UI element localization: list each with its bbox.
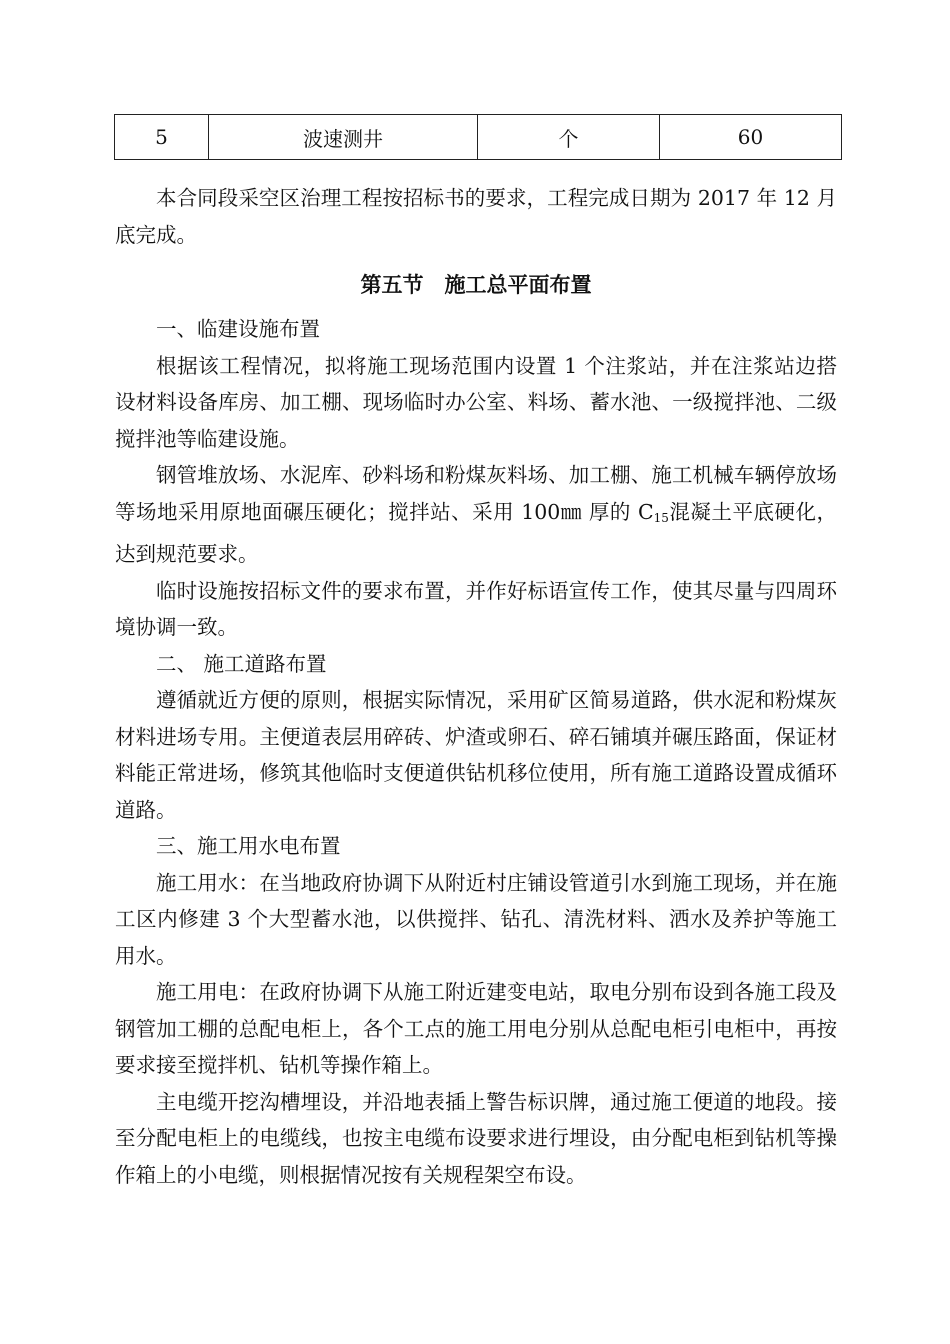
paragraph-roads: 遵循就近方便的原则，根据实际情况，采用矿区简易道路，供水泥和粉煤灰材料进场专用。主便道表层用碎砖、炉渣或卵石、碎石铺填并碾压路面，保证材料能正常进场，修筑其他临时支便道供钻机移位使用，所有施工道路设置成循环道路。 (115, 688, 837, 822)
table-row (115, 115, 842, 160)
paragraph-power: 施工用电：在政府协调下从施工附近建变电站，取电分别布设到各施工段及钢管加工棚的总配电柜上，各个工点的施工用电分别从总配电柜引电柜中，再按要求接至搅拌机、钻机等操作箱上。 (115, 980, 837, 1077)
paragraph-ground-hardening (115, 457, 837, 573)
document-body (115, 180, 837, 1193)
concrete-grade-subscript: 15 (653, 510, 669, 525)
table-cell-unit: 个 (478, 115, 660, 160)
table-cell-number: 5 (115, 115, 209, 160)
paragraph-cables: 主电缆开挖沟槽埋设，并沿地表插上警告标识牌，通过施工便道的地段。接至分配电柜上的电缆线，也按主电缆布设要求进行埋设，由分配电柜到钻机等操作箱上的小电缆，则根据情况按有关规程架空布设。 (115, 1089, 837, 1187)
paragraph-water: 施工用水：在当地政府协调下从附近村庄铺设管道引水到施工现场，并在施工区内修建 3 个大型蓄水池，以供搅拌、钻孔、清洗材料、洒水及养护等施工用水。 (115, 870, 837, 968)
table-cell-quantity: 60 (660, 115, 842, 160)
subheading-temporary-facilities: 一、临建设施布置 (156, 317, 320, 341)
quantity-table (114, 114, 842, 160)
paragraph-facilities-setup: 根据该工程情况，拟将施工现场范围内设置 1 个注浆站，并在注浆站边搭设材料设备库房、加工棚、现场临时办公室、料场、蓄水池、一级搅拌池、二级搅拌池等临建设施。 (115, 353, 837, 451)
paragraph-signage: 临时设施按招标文件的要求布置，并作好标语宣传工作，使其尽量与四周环境协调一致。 (115, 578, 837, 639)
paragraph-text: 钢管堆放场、水泥库、砂料场和粉煤灰料场、加工棚、施工机械车辆停放场等场地采用原地面碾压硬化；搅拌站、采用 100㎜ 厚的 C (115, 463, 837, 524)
subheading-water-power: 三、施工用水电布置 (156, 834, 341, 858)
intro-paragraph: 本合同段采空区治理工程按招标书的要求，工程完成日期为 2017 年 12 月底完成。 (115, 186, 837, 247)
paragraph-text: 混凝土平底硬化，达到规范要求。 (115, 499, 837, 566)
table-cell-item: 波速测井 (209, 115, 478, 160)
subheading-roads: 二、 施工道路布置 (156, 651, 327, 676)
section-title: 第五节 施工总平面布置 (360, 273, 592, 297)
